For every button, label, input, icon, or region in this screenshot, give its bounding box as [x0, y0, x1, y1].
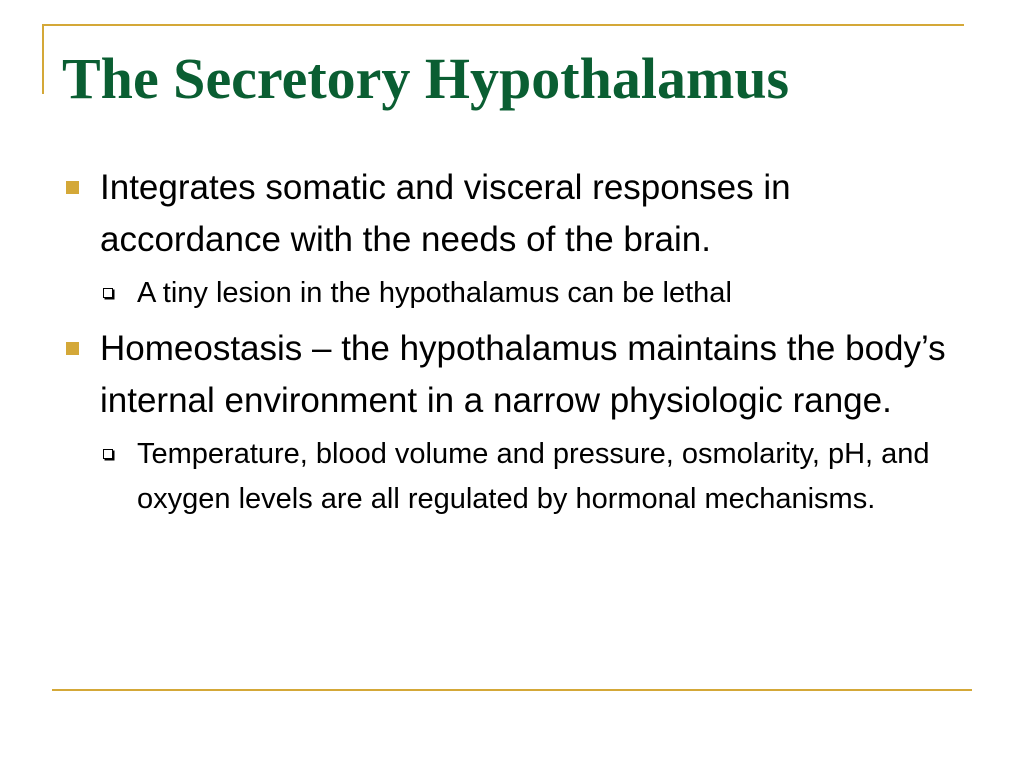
square-bullet-icon	[66, 181, 79, 194]
frame-bottom-line	[52, 689, 972, 691]
bullet-text: Homeostasis – the hypothalamus maintains the body’s internal environment in a narrow physiologic range.	[100, 329, 946, 420]
frame-top-line	[42, 24, 964, 26]
sub-bullet-text: A tiny lesion in the hypothalamus can be lethal	[137, 277, 732, 309]
hollow-square-bullet-icon	[103, 288, 113, 298]
bullet-text: Integrates somatic and visceral responses in accordance with the needs of the brain.	[100, 168, 791, 259]
sub-bullet-item	[100, 271, 976, 316]
sub-bullet-item	[100, 432, 976, 522]
bullet-item	[66, 162, 976, 266]
bullet-item	[66, 323, 976, 427]
sub-bullet-text: Temperature, blood volume and pressure, osmolarity, pH, and oxygen levels are all regulated by hormonal mechanisms.	[137, 438, 930, 515]
hollow-square-bullet-icon	[103, 449, 113, 459]
slide-content	[66, 162, 976, 529]
slide-title: The Secretory Hypothalamus	[62, 46, 790, 111]
square-bullet-icon	[66, 342, 79, 355]
frame-left-line	[42, 24, 44, 94]
